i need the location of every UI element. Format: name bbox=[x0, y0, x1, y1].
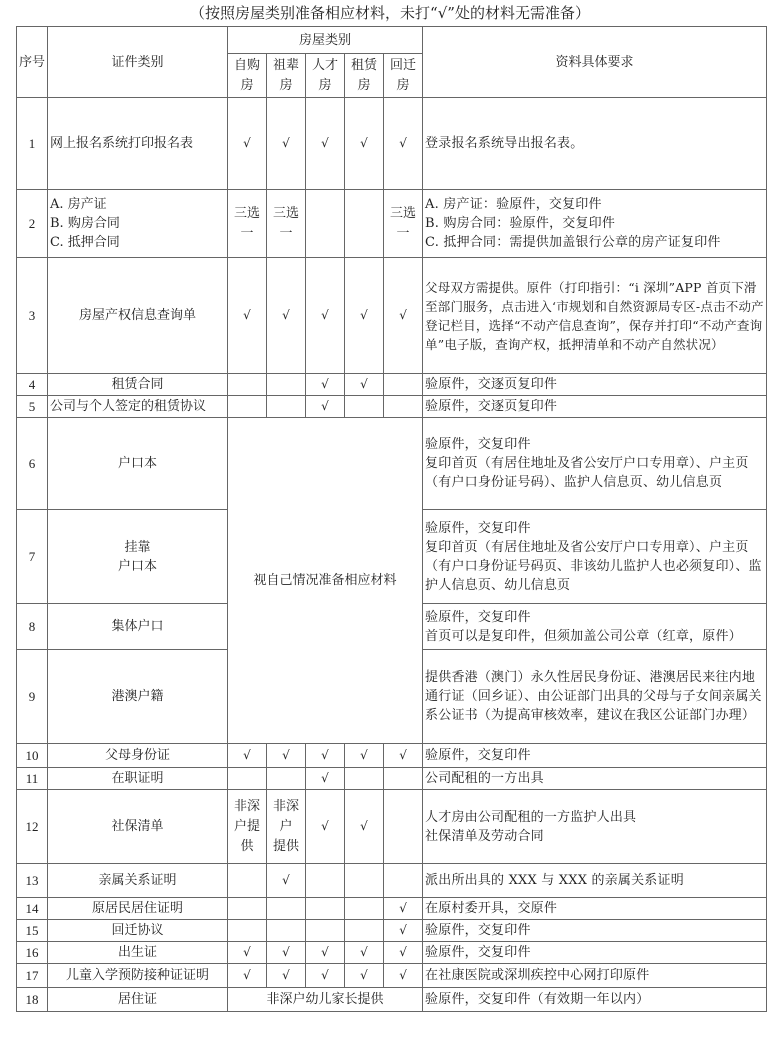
row-number: 15 bbox=[17, 920, 48, 942]
empty-cell bbox=[228, 768, 267, 790]
check-mark: √ bbox=[345, 942, 384, 964]
requirement-text: 验原件，交复印件 bbox=[423, 942, 767, 964]
check-mark: √ bbox=[345, 258, 384, 374]
requirement-text: 验原件，交复印件（有效期一年以内） bbox=[423, 988, 767, 1012]
empty-cell bbox=[306, 920, 345, 942]
requirement-text: 验原件，交复印件 首页可以是复印件，但须加盖公司公章（红章，原件） bbox=[423, 604, 767, 650]
doc-name: 网上报名系统打印报名表 bbox=[48, 98, 228, 190]
doc-name: 租赁合同 bbox=[48, 374, 228, 396]
header-row bbox=[17, 27, 767, 54]
check-mark: √ bbox=[384, 258, 423, 374]
table-row bbox=[17, 258, 767, 374]
doc-name: 房屋产权信息查询单 bbox=[48, 258, 228, 374]
empty-cell bbox=[228, 864, 267, 898]
requirement-text: 验原件，交逐页复印件 bbox=[423, 374, 767, 396]
empty-cell bbox=[267, 396, 306, 418]
table-row bbox=[17, 942, 767, 964]
check-mark: √ bbox=[306, 964, 345, 988]
choose-one-mark: 三选 一 bbox=[384, 190, 423, 258]
requirement-text: 派出所出具的 XXX 与 XXX 的亲属关系证明 bbox=[423, 864, 767, 898]
empty-cell bbox=[267, 374, 306, 396]
doc-name: 集体户口 bbox=[48, 604, 228, 650]
row-number: 1 bbox=[17, 98, 48, 190]
empty-cell bbox=[306, 190, 345, 258]
empty-cell bbox=[345, 396, 384, 418]
row-number: 17 bbox=[17, 964, 48, 988]
check-mark: √ bbox=[267, 98, 306, 190]
row-number: 12 bbox=[17, 790, 48, 864]
header-col-relocation: 回迁 房 bbox=[384, 54, 423, 98]
table-row bbox=[17, 374, 767, 396]
table-row bbox=[17, 418, 767, 510]
row-number: 8 bbox=[17, 604, 48, 650]
row-number: 9 bbox=[17, 650, 48, 744]
header-house-type: 房屋类别 bbox=[228, 27, 423, 54]
empty-cell bbox=[228, 374, 267, 396]
doc-name: 挂靠 户口本 bbox=[48, 510, 228, 604]
check-mark: √ bbox=[306, 790, 345, 864]
requirement-text: 验原件，交复印件 bbox=[423, 744, 767, 768]
row-number: 7 bbox=[17, 510, 48, 604]
non-local-note: 非深 户提 供 bbox=[228, 790, 267, 864]
requirement-text: 公司配租的一方出具 bbox=[423, 768, 767, 790]
doc-name: 社保清单 bbox=[48, 790, 228, 864]
row-number: 18 bbox=[17, 988, 48, 1012]
table-row bbox=[17, 964, 767, 988]
check-mark: √ bbox=[384, 744, 423, 768]
doc-name: A. 房产证 B. 购房合同 C. 抵押合同 bbox=[48, 190, 228, 258]
table-row bbox=[17, 988, 767, 1012]
row-number: 3 bbox=[17, 258, 48, 374]
check-mark: √ bbox=[384, 964, 423, 988]
empty-cell bbox=[345, 864, 384, 898]
requirement-text: 在社康医院或深圳疾控中心网打印原件 bbox=[423, 964, 767, 988]
empty-cell bbox=[345, 768, 384, 790]
requirement-text: 验原件，交复印件 bbox=[423, 920, 767, 942]
check-mark: √ bbox=[267, 744, 306, 768]
empty-cell bbox=[306, 864, 345, 898]
check-mark: √ bbox=[306, 98, 345, 190]
header-col-talent: 人才 房 bbox=[306, 54, 345, 98]
empty-cell bbox=[267, 920, 306, 942]
doc-name: 港澳户籍 bbox=[48, 650, 228, 744]
non-local-note: 非深 户 提供 bbox=[267, 790, 306, 864]
check-mark: √ bbox=[345, 98, 384, 190]
requirement-text: A. 房产证：验原件，交复印件 B. 购房合同：验原件，交复印件 C. 抵押合同：需提供加盖银行公章的房产证复印件 bbox=[423, 190, 767, 258]
header-col-self-purchase: 自购 房 bbox=[228, 54, 267, 98]
check-mark: √ bbox=[384, 898, 423, 920]
empty-cell bbox=[384, 864, 423, 898]
table-row bbox=[17, 396, 767, 418]
empty-cell bbox=[384, 396, 423, 418]
header-seq: 序号 bbox=[17, 27, 48, 98]
doc-name: 在职证明 bbox=[48, 768, 228, 790]
check-mark: √ bbox=[384, 98, 423, 190]
table-row bbox=[17, 864, 767, 898]
merged-note: 非深户幼儿家长提供 bbox=[228, 988, 423, 1012]
check-mark: √ bbox=[306, 258, 345, 374]
check-mark: √ bbox=[267, 942, 306, 964]
requirement-text: 验原件，交复印件 复印首页（有居住地址及省公安厅户口专用章）、户主页（有户口身份证号码）、监护人信息页、幼儿信息页 bbox=[423, 418, 767, 510]
row-number: 14 bbox=[17, 898, 48, 920]
empty-cell bbox=[345, 920, 384, 942]
check-mark: √ bbox=[228, 942, 267, 964]
check-mark: √ bbox=[306, 396, 345, 418]
requirement-text: 登录报名系统导出报名表。 bbox=[423, 98, 767, 190]
table-row bbox=[17, 920, 767, 942]
table-row bbox=[17, 98, 767, 190]
row-number: 4 bbox=[17, 374, 48, 396]
requirement-text: 在原村委开具，交原件 bbox=[423, 898, 767, 920]
requirement-text: 验原件，交逐页复印件 bbox=[423, 396, 767, 418]
row-number: 11 bbox=[17, 768, 48, 790]
check-mark: √ bbox=[306, 768, 345, 790]
empty-cell bbox=[384, 790, 423, 864]
doc-name: 回迁协议 bbox=[48, 920, 228, 942]
doc-name: 儿童入学预防接种证证明 bbox=[48, 964, 228, 988]
empty-cell bbox=[384, 768, 423, 790]
check-mark: √ bbox=[345, 744, 384, 768]
materials-table bbox=[16, 26, 767, 1012]
check-mark: √ bbox=[228, 258, 267, 374]
table-row bbox=[17, 744, 767, 768]
header-requirements: 资料具体要求 bbox=[423, 27, 767, 98]
header-col-rental: 租赁 房 bbox=[345, 54, 384, 98]
requirement-text: 父母双方需提供。原件（打印指引：“i 深圳”APP 首页下滑至部门服务，点击进入‘市规划和自然资源局专区-点击不动产登记栏目，选择“不动产信息查询”，保存并打印“不动产查询单”电子版，查询产权，抵押清单和不动产自然状况） bbox=[423, 258, 767, 374]
doc-name: 父母身份证 bbox=[48, 744, 228, 768]
empty-cell bbox=[267, 898, 306, 920]
empty-cell bbox=[228, 920, 267, 942]
choose-one-mark: 三选 一 bbox=[267, 190, 306, 258]
row-number: 6 bbox=[17, 418, 48, 510]
check-mark: √ bbox=[306, 942, 345, 964]
check-mark: √ bbox=[228, 98, 267, 190]
check-mark: √ bbox=[306, 374, 345, 396]
row-number: 16 bbox=[17, 942, 48, 964]
table-row bbox=[17, 790, 767, 864]
requirement-text: 提供香港（澳门）永久性居民身份证、港澳居民来往内地通行证（回乡证）、由公证部门出具的父母与子女间亲属关系公证书（为提高审核效率，建议在我区公证部门办理） bbox=[423, 650, 767, 744]
check-mark: √ bbox=[267, 864, 306, 898]
choose-one-mark: 三选 一 bbox=[228, 190, 267, 258]
header-col-ancestral: 祖辈 房 bbox=[267, 54, 306, 98]
doc-name: 原居民居住证明 bbox=[48, 898, 228, 920]
empty-cell bbox=[267, 768, 306, 790]
header-doc-type: 证件类别 bbox=[48, 27, 228, 98]
doc-name: 出生证 bbox=[48, 942, 228, 964]
row-number: 10 bbox=[17, 744, 48, 768]
row-number: 5 bbox=[17, 396, 48, 418]
check-mark: √ bbox=[345, 964, 384, 988]
row-number: 2 bbox=[17, 190, 48, 258]
table-row bbox=[17, 898, 767, 920]
table-caption: （按照房屋类别准备相应材料，未打“√”处的材料无需准备） bbox=[190, 4, 590, 22]
doc-name: 公司与个人签定的租赁协议 bbox=[48, 396, 228, 418]
check-mark: √ bbox=[267, 258, 306, 374]
check-mark: √ bbox=[306, 744, 345, 768]
empty-cell bbox=[228, 396, 267, 418]
merged-note: 视自己情况准备相应材料 bbox=[228, 418, 423, 744]
requirement-text: 人才房由公司配租的一方监护人出具 社保清单及劳动合同 bbox=[423, 790, 767, 864]
empty-cell bbox=[345, 898, 384, 920]
requirement-text: 验原件，交复印件 复印首页（有居住地址及省公安厅户口专用章）、户主页（有户口身份证号码页、非该幼儿监护人也必须复印）、监护人信息页、幼儿信息页 bbox=[423, 510, 767, 604]
check-mark: √ bbox=[345, 374, 384, 396]
empty-cell bbox=[384, 374, 423, 396]
table-row bbox=[17, 768, 767, 790]
check-mark: √ bbox=[267, 964, 306, 988]
table-row bbox=[17, 190, 767, 258]
doc-name: 亲属关系证明 bbox=[48, 864, 228, 898]
doc-name: 户口本 bbox=[48, 418, 228, 510]
row-number: 13 bbox=[17, 864, 48, 898]
check-mark: √ bbox=[228, 744, 267, 768]
doc-name: 居住证 bbox=[48, 988, 228, 1012]
empty-cell bbox=[228, 898, 267, 920]
empty-cell bbox=[345, 190, 384, 258]
check-mark: √ bbox=[384, 942, 423, 964]
check-mark: √ bbox=[345, 790, 384, 864]
check-mark: √ bbox=[384, 920, 423, 942]
check-mark: √ bbox=[228, 964, 267, 988]
empty-cell bbox=[306, 898, 345, 920]
